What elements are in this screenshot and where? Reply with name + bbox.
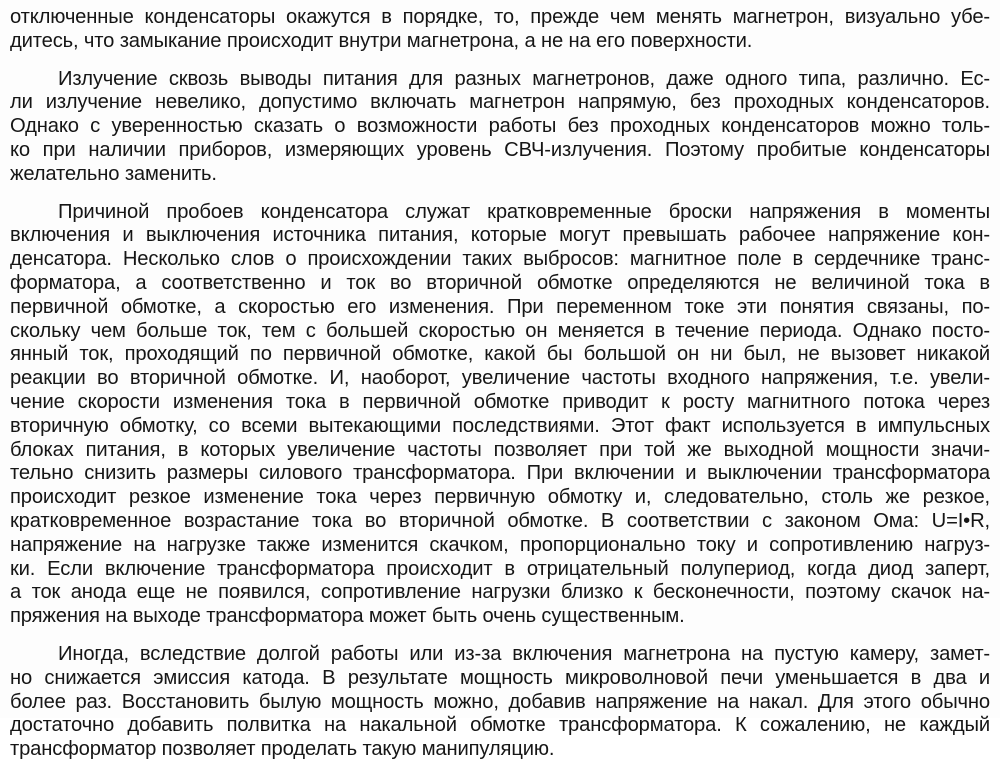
paragraph-radiation (10, 68, 990, 187)
text-line: Причиной пробоев конденсатора служат кратковременные броски напряжения в моменты (58, 200, 990, 223)
paragraph-continuation (10, 6, 990, 54)
text-line: ки. Если включение трансформатора происходит в отрицательный полупериод, когда диод заперт, (10, 557, 990, 580)
text-line: а ток анода еще не появился, сопротивление нагрузки близко к бесконечности, поэтому скачок на- (10, 581, 990, 604)
text-line: пряжения на выходе трансформатора может быть очень существенным. (10, 605, 685, 628)
text-line: Излучение сквозь выводы питания для разных магнетронов, даже одного типа, различно. Ес- (58, 67, 990, 90)
text-line: отключенные конденсаторы окажутся в порядке, то, прежде чем менять магнетрон, визуально убе- (10, 6, 990, 28)
text-line: трансформатор позволяет проделать такую манипуляцию. (10, 738, 555, 761)
text-line: чение скорости изменения тока в первичной обмотке приводит к росту магнитного потока через (10, 390, 990, 413)
text-line: происходит резкое изменение тока через первичную обмотку и, следовательно, столь же резкое, (10, 486, 990, 509)
text-line: включения и выключения источника питания, которые могут превышать рабочее напряжение кон- (10, 224, 990, 247)
text-line: ко при наличии приборов, измеряющих уровень СВЧ-излучения. Поэтому пробитые конденсаторы (10, 138, 990, 161)
text-line: денсатора. Несколько слов о происхождении таких выбросов: магнитное поле в сердечнике транс- (10, 248, 990, 271)
text-line: блоках питания, в которых увеличение частоты позволяет при той же выходной мощности значи- (10, 438, 990, 461)
text-line: тельно снизить размеры силового трансформатора. При включении и выключении трансформатора (10, 462, 990, 485)
text-line: вторичную обмотку, со всеми вытекающими последствиями. Этот факт используется в импульсных (10, 414, 990, 437)
text-line: кратковременное возрастание тока во вторичной обмотке. В соответствии с законом Ома: U=I•R, (10, 509, 990, 532)
text-line: Однако с уверенностью сказать о возможности работы без проходных конденсаторов можно толь- (10, 115, 990, 138)
text-line: достаточно добавить полвитка на накальной обмотке трансформатора. К сожалению, не каждый (10, 714, 990, 737)
text-line: желательно заменить. (10, 162, 217, 185)
text-line: более раз. Восстановить былую мощность можно, добавив напряжение на накал. Для этого обычно (10, 690, 990, 713)
text-line: напряжение на нагрузке также изменится скачком, пропорционально току и сопротивлению нагруз- (10, 533, 990, 556)
paragraph-breakdown-causes (10, 201, 990, 629)
text-line: реакции во вторичной обмотке. И, наоборот, увеличение частоты входного напряжения, т.е. увели- (10, 367, 990, 390)
text-line: скольку чем больше ток, тем с большей скоростью он меняется в течение периода. Однако посто- (10, 319, 990, 342)
text-line: первичной обмотке, а скоростью его изменения. При переменном токе эти понятия связаны, по- (10, 295, 990, 318)
text-line: янный ток, проходящий по первичной обмотке, какой бы большой он ни был, не вызовет никакой (10, 343, 990, 366)
text-line: форматора, а соответственно и ток во вторичной обмотке определяются не величиной тока в (10, 271, 990, 294)
paragraph-emission (10, 643, 990, 762)
text-line: но снижается эмиссия катода. В результате мощность микроволновой печи уменьшается в два и (10, 666, 990, 689)
text-line: дитесь, что замыкание происходит внутри магнетрона, а не на его поверхности. (10, 29, 753, 52)
text-line: ли излучение невелико, допустимо включать магнетрон напрямую, без проходных конденсаторов. (10, 91, 990, 114)
text-line: Иногда, вследствие долгой работы или из-за включения магнетрона на пустую камеру, замет- (58, 642, 990, 665)
